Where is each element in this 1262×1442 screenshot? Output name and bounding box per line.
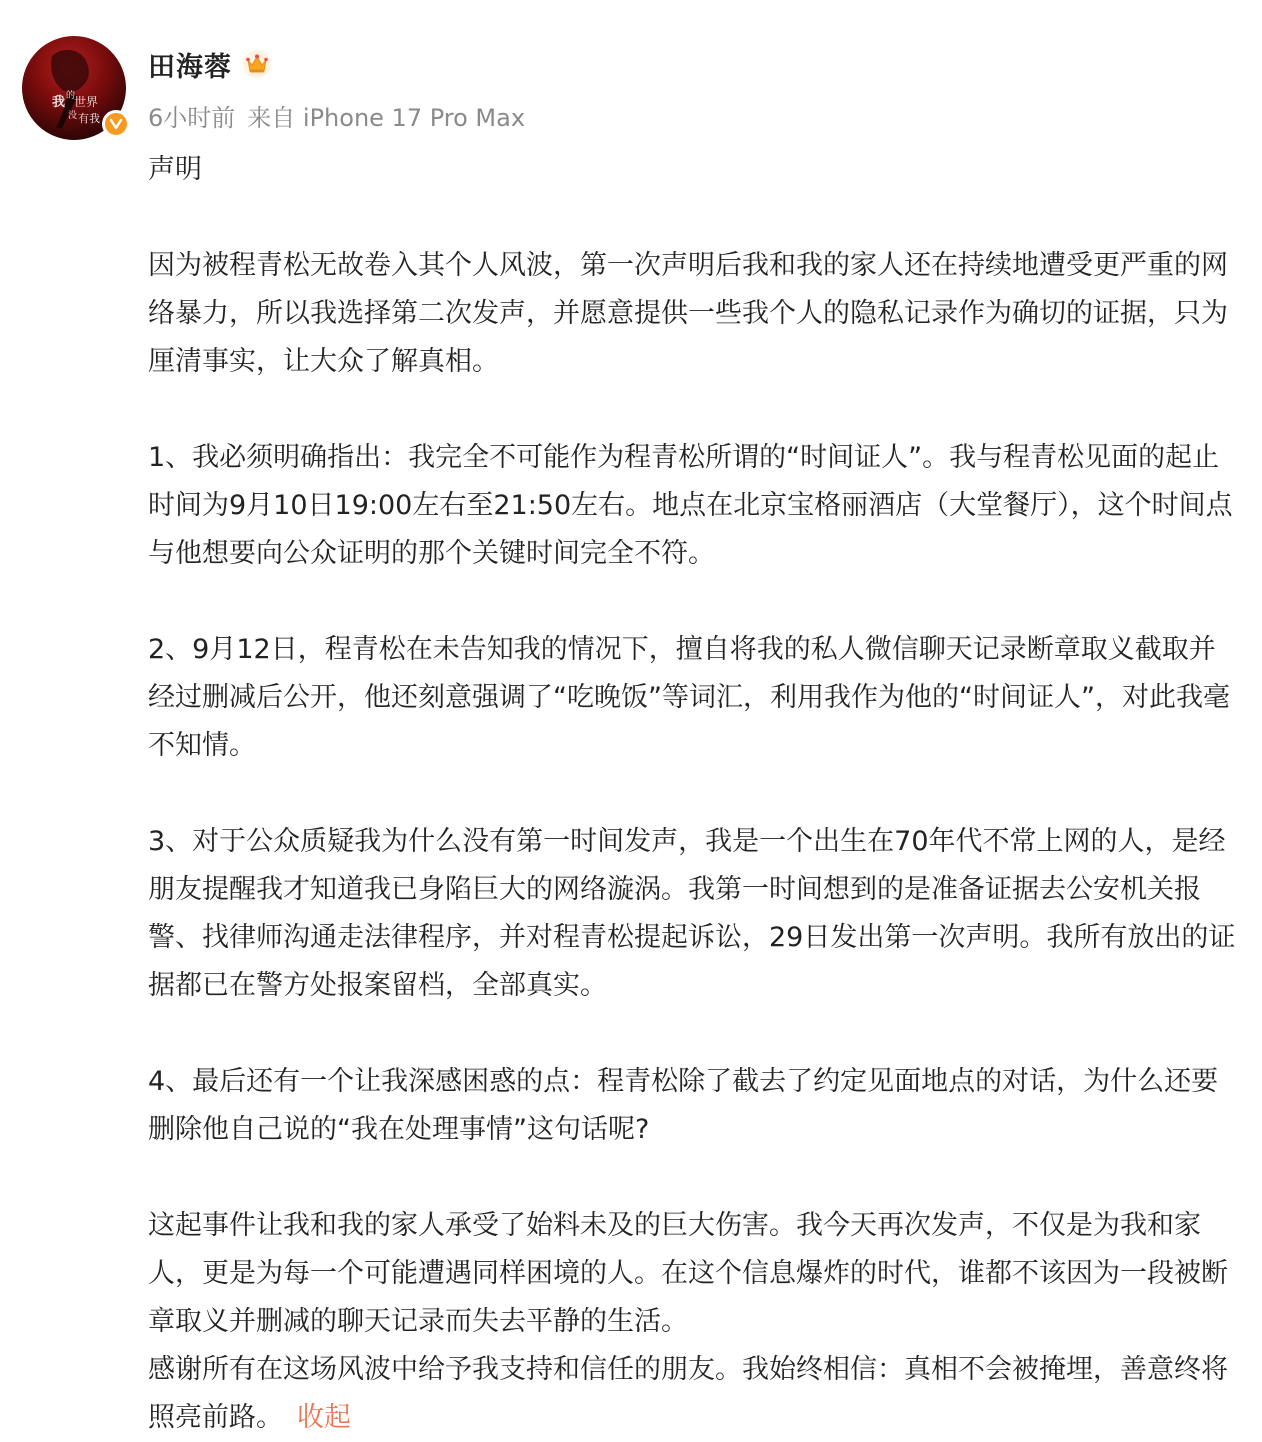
avatar[interactable] [22, 36, 128, 142]
collapse-link[interactable]: 收起 [297, 1402, 351, 1433]
paragraph-point-2: 2、9月12日，程青松在未告知我的情况下，擅自将我的私人微信聊天记录断章取义截取并经过删减后公开，他还刻意强调了“吃晚饭”等词汇，利用我作为他的“时间证人”，对此我毫不知情。 [148, 634, 1230, 761]
closing-2-text: 感谢所有在这场风波中给予我支持和信任的朋友。我始终相信：真相不会被掩埋，善意终将照亮前路。 [148, 1354, 1228, 1433]
paragraph-point-1: 1、我必须明确指出：我完全不可能作为程青松所谓的“时间证人”。我与程青松见面的起止时间为9月10日19:00左右至21:50左右。地点在北京宝格丽酒店（大堂餐厅），这个时间点与他想要向公众证明的那个关键时间完全不符。 [148, 442, 1233, 569]
verified-badge-icon [102, 110, 130, 138]
svg-text:世界: 世界 [74, 95, 99, 109]
author-row [148, 44, 272, 84]
post-title: 声明 [148, 154, 202, 185]
post-time: 6小时前 [148, 104, 236, 132]
svg-text:的: 的 [66, 91, 76, 101]
svg-text:有我: 有我 [78, 112, 100, 125]
paragraph-closing-2 [148, 1346, 1238, 1442]
crown-icon[interactable] [242, 49, 272, 79]
paragraph-intro: 因为被程青松无故卷入其个人风波，第一次声明后我和我的家人还在持续地遭受更严重的网络暴力，所以我选择第二次发声，并愿意提供一些我个人的隐私记录作为确切的证据，只为厘清事实，让大众了解真相。 [148, 250, 1228, 377]
paragraph-closing-1: 这起事件让我和我的家人承受了始料未及的巨大伤害。我今天再次发声，不仅是为我和家人，更是为每一个可能遭遇同样困境的人。在这个信息爆炸的时代，谁都不该因为一段被断章取义并删减的聊天记录而失去平静的生活。 [148, 1210, 1228, 1337]
post-meta [148, 98, 525, 133]
paragraph-point-4: 4、最后还有一个让我深感困惑的点：程青松除了截去了约定见面地点的对话，为什么还要删除他自己说的“我在处理事情”这句话呢? [148, 1066, 1219, 1145]
post-content [148, 146, 1238, 1442]
svg-text:我: 我 [52, 95, 66, 110]
post-source: 来自 iPhone 17 Pro Max [247, 104, 526, 132]
author-name[interactable]: 田海蓉 [148, 51, 232, 83]
svg-text:没: 没 [68, 111, 78, 121]
paragraph-point-3: 3、对于公众质疑我为什么没有第一时间发声，我是一个出生在70年代不常上网的人，是经朋友提醒我才知道我已身陷巨大的网络漩涡。我第一时间想到的是准备证据去公安机关报警、找律师沟通走法律程序，并对程青松提起诉讼，29日发出第一次声明。我所有放出的证据都已在警方处报案留档，全部真实。 [148, 826, 1236, 1001]
